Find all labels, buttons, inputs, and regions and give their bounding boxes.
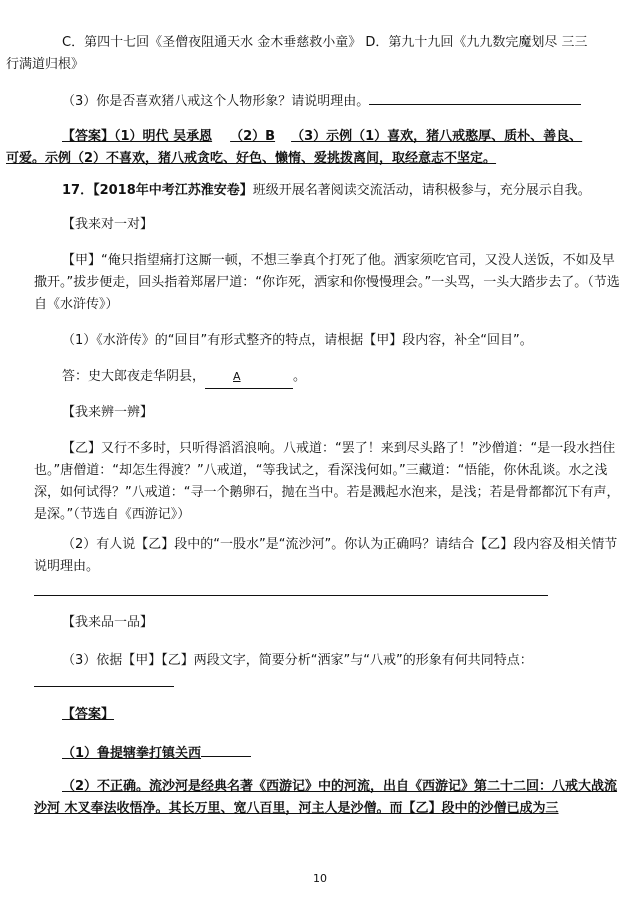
q17-source: 【2018年中考江苏淮安卷】 xyxy=(93,183,253,198)
q17-sub1-answer xyxy=(34,366,620,389)
q17-answer1-blank xyxy=(201,742,251,757)
q17-sub1-blank xyxy=(205,366,293,389)
q16-answer xyxy=(6,126,620,170)
q17-answer-label: 【答案】 xyxy=(62,707,115,722)
q16-options-line2: 行满道归根》 xyxy=(6,57,85,72)
q17-answer1-wrap xyxy=(34,742,620,765)
q16-answer-b: （2）B xyxy=(230,129,276,144)
q16-sub3 xyxy=(34,90,620,113)
q16-answer-c: （3）示例（1）喜欢，猪八戒憨厚、质朴、善良、 xyxy=(291,129,583,144)
q17-sub3-answer-line xyxy=(34,686,174,687)
q16-options-line1: C．第四十七回《圣僧夜阻通天水 金木垂慈救小童》 D．第九十九回《九九数完魔划尽 三三 xyxy=(62,35,588,50)
q17-answer2: （2）不正确。流沙河是经典名著《西游记》中的河流，出自《西游记》第二十二回：八戒大战流沙河 木叉奉法收悟净。其长万里、宽八百里，河主人是沙僧。而【乙】段中的沙僧已成为三 xyxy=(34,779,618,816)
q16-sub3-text: （3）你是否喜欢猪八戒这个人物形象？请说明理由。 xyxy=(62,94,370,109)
q17-answer1: （1）鲁提辖拳打镇关西 xyxy=(62,746,202,761)
page-number: 10 xyxy=(313,872,327,885)
q17-passage-yi: 【乙】又行不多时，只听得滔滔浪响。八戒道：“罢了！来到尽头路了！”沙僧道：“是一段水挡住也。”唐僧道：“却怎生得渡？”八戒道，“等我试之，看深浅何如。”三藏道：“悟能，你休乱谈。水之浅深，如何试得？”八戒道：“寻一个鹅卵石，抛在当中。若是溅起水泡来，是浅；若是骨都都沉下有声，是深。”（节选自《西游记》） xyxy=(34,441,620,522)
q17-sub3: （3）依据【甲】【乙】两段文字，简要分析“洒家”与“八戒”的形象有何共同特点： xyxy=(62,653,533,668)
q17-header xyxy=(34,180,620,202)
q17-sub1-blank-letter: A xyxy=(233,370,241,383)
q17-sub1: （1）《水浒传》的“回目”有形式整齐的特点，请根据【甲】段内容，补全“回目”。 xyxy=(62,333,533,348)
q17-section2: 【我来辨一辨】 xyxy=(62,405,154,420)
q17-number: 17． xyxy=(62,183,94,198)
q17-sub1-end: 。 xyxy=(293,369,307,384)
q17-section3: 【我来品一品】 xyxy=(62,615,154,630)
q16-sub3-blank xyxy=(369,90,581,105)
q16-answer-line2: 可爱。示例（2）不喜欢，猪八戒贪吃、好色、懒惰、爱挑拨离间，取经意志不坚定。 xyxy=(6,151,497,166)
q16-answer-a: （1）明代 吴承恩 xyxy=(114,129,213,144)
q16-answer-label: 【答案】 xyxy=(62,129,115,144)
q16-options xyxy=(6,32,620,76)
q17-sub2-answer-line xyxy=(34,595,548,596)
q17-section1: 【我来对一对】 xyxy=(62,217,154,232)
q17-passage-jia: 【甲】“俺只指望痛打这厮一顿，不想三拳真个打死了他。洒家须吃官司，又没人送饭，不如及早撒开。”拔步便走，回头指着郑屠尸道：“你诈死，洒家和你慢慢理会。”一头骂，一头大踏步去了。（节选自《水浒传》） xyxy=(34,253,620,312)
q17-sub1-answer-text: 答：史大郎夜走华阴县， xyxy=(62,369,206,384)
q17-sub2: （2）有人说【乙】段中的“一股水”是“流沙河”。你认为正确吗？请结合【乙】段内容及相关情节说明理由。 xyxy=(34,537,618,574)
q17-answer-label-wrap xyxy=(34,704,620,726)
q17-intro: 班级开展名著阅读交流活动，请积极参与，充分展示自我。 xyxy=(252,183,591,198)
